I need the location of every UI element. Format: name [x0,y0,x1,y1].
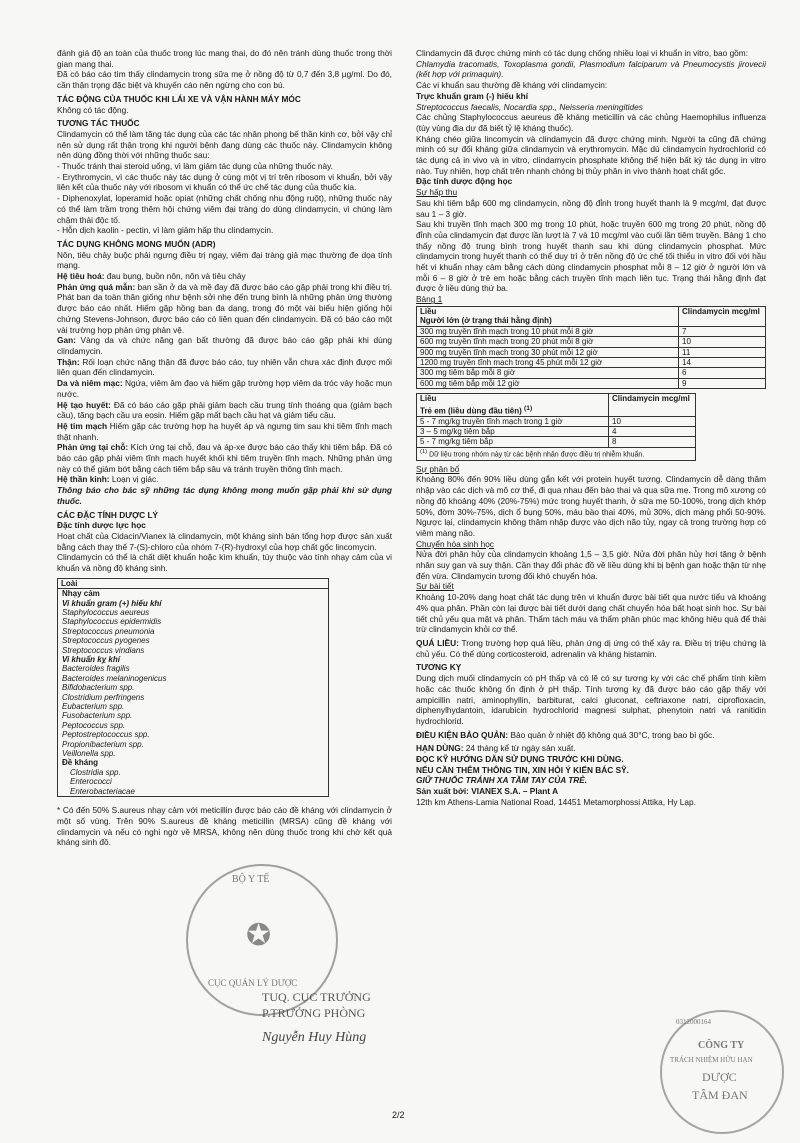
paragraph: Clindamycin có thể là chất diệt khuẩn hoặc kìm khuẩn, tùy thuộc vào tính nhạy cảm của vi khuẩn và nồng độ kháng sinh. [57,552,392,574]
table-row: Peptostreptococcus spp. [62,730,150,740]
table-header-cell: Clindamycin mcg/ml [679,306,766,326]
paragraph: Chlamydia tracomatis, Toxoplasma gondii, Plasmodium falciparum và Pneumocystis jirovecii (kết hợp với primaquin). [416,58,766,80]
seal-text: TRÁCH NHIỆM HỮU HẠN [670,1056,753,1064]
paragraph: - Diphenoxylat, loperamid hoặc opiat (những chất chống nhu động ruột), những thuốc này có thể làm trầm trọng thêm hội chứng viêm đại tràng do dùng clindamycin, vì chúng làm chậm thải độc tố. [57,193,392,225]
table-subgroup-label: Vi khuẩn kỵ khí [62,655,120,664]
paragraph: Nôn, tiêu chảy buộc phải ngưng điều trị ngay, viêm đại tràng giả mạc thường đe dọa tính mạng. [57,249,392,271]
table-row: 1200 mg truyền tĩnh mạch trong 45 phút mỗi 12 giờ 14 [417,357,766,367]
adr-item: Thận: Rối loạn chức năng thận đã được báo cáo, tuy nhiên vẫn chưa xác định được mối liên quan đến clindamycin. [57,356,392,378]
paragraph: - Thuốc tránh thai steroid uống, vì làm giảm tác dụng của những thuốc này. [57,161,333,172]
right-column [416,48,766,808]
table-row: Bifidobacterium spp. [62,683,135,693]
warning-line: ĐỌC KỸ HƯỚNG DẪN SỬ DỤNG TRƯỚC KHI DÙNG. [416,754,624,765]
table-row: Clostridia spp. [70,767,121,777]
seal-text: DƯỢC [702,1070,737,1084]
sub-heading: Chuyển hóa sinh học [416,538,494,549]
storage-paragraph: ĐIỀU KIỆN BẢO QUẢN: Bảo quản ở nhiệt độ không quá 30°C, trong bao bì gốc. [416,729,715,740]
seal-side-text: CỤC QUẢN LÝ DƯỢC [208,978,298,988]
section-heading: TƯƠNG TÁC THUỐC [57,118,140,129]
table-group-label: Đề kháng [62,758,99,768]
table-row: 5 - 7 mg/kg truyền tĩnh mạch trong 1 giờ 10 [417,416,696,426]
approval-text: TUQ. CỤC TRƯỞNG [262,990,371,1004]
paragraph: Clindamycin đã được chứng minh có tác dụng chống nhiều loại vi khuẩn in vitro, bao gồm: [416,48,749,58]
section-heading: TƯƠNG KỴ [416,662,462,673]
table-row: Staphylococcus aeureus [62,607,150,617]
table-row: Bacteroides melaninogenicus [62,673,167,683]
paragraph: Khoảng 10-20% dạng hoạt chất tác dụng trên vi khuẩn được bài tiết qua nước tiểu và khoảng 4% qua phân. Phần còn lại được bài tiết dưới dạng chất chuyển hóa bất hoạt sinh học. Sự bài tiết chủ yếu qua mật và phân. Thẩm tách máu và thẩm phân phúc mạc không hiệu quả để thải trừ clindamycin khỏi cơ thể. [416,592,766,635]
table-row: Veillonella spp. [62,749,116,759]
table-row: Fusobacterium spp. [62,711,133,721]
adr-note: Thông báo cho bác sỹ những tác dụng không mong muốn gặp phải khi sử dụng thuốc. [57,485,392,506]
susceptibility-table [57,578,329,797]
table-header-row [417,394,696,416]
table-row: Enterobacteriacae [70,786,135,796]
footnote: * Có đến 50% S.aureus nhạy cảm với meticillin được báo cáo đề kháng với clindamycin ở một số vùng. Trên 90% S.aureus đề kháng meticillin (MRSA) cũng đề kháng với clindamycin và nếu có nghi ngờ về MRSA, không nên dùng thuốc trong khi chờ kết quả kháng sinh đồ. [57,805,392,848]
adr-item: Gan: Vàng da và chức năng gan bất thường đã được báo cáo gặp phải khi dùng clindamycin. [57,335,392,356]
paragraph: Nửa đời phân hủy của clindamycin khoảng 1,5 – 3,5 giờ. Nửa đời phân hủy hơi tăng ở bệnh nhân suy gan và suy thận. Cần thay đổi phác đồ về liều dùng khi bị bệnh gan hoặc thận từ nhẹ đến vừa. Clindamycin tương đối khó chuyển hóa. [416,549,766,581]
table-row: Enterococci [70,777,112,787]
table-row: 900 mg truyền tĩnh mạch trong 30 phút mỗi 12 giờ 11 [417,347,766,357]
seal-star-icon: ✪ [246,919,272,952]
table-header-row [417,306,766,326]
table-row: Streptococcus pneumonia [62,626,155,636]
left-column [57,48,392,848]
table-header-cell: Liều Người lớn (ở trạng thái hằng định) [417,306,679,326]
paragraph: Đã có báo cáo tìm thấy clindamycin trong sữa mẹ ở nồng độ từ 0,7 đến 3,8 µg/ml. Do đó, cần thận trọng đặc biệt và khuyến cáo nên ngừng cho con bú. [57,69,392,91]
expiry-paragraph: HẠN DÙNG: 24 tháng kể từ ngày sản xuất. [416,743,576,754]
table-header: Loài [58,579,328,589]
table-row: Peptococcus spp. [62,720,126,730]
table-header-cell: Liều Trẻ em (liều dùng đầu tiên) $^{(1)}$ [417,394,609,416]
manufacturer-address: 12th km Athens-Lamia National Road, 14451 Metamorphossi Attika, Hy Lạp. [416,796,696,807]
seal-text: CÔNG TY [698,1040,745,1051]
table-row: Staphylococcus epidermidis [62,617,162,627]
manufacturer-line: Sản xuất bởi: VIANEX S.A. – Plant A [416,786,559,797]
sub-heading: Trực khuẩn gram (-) hiếu khí [416,90,529,101]
paragraph: Clindamycin có thể làm tăng tác dụng của các tác nhân phong bế thần kinh cơ, bởi vậy chỉ nên sử dụng rất thận trọng khi người bệnh đang dùng các thuốc này. Clindamycin không nên dùng đồng thời với những thuốc sau: [57,128,392,161]
table-row: Clostridium perfringens [62,692,145,702]
paragraph: Hoạt chất của Cidacin/Vianex là clindamycin, một kháng sinh bán tổng hợp được sản xuất bằng cách thay thế 7-(S)-chloro của nhóm 7-(R)-hydroxyl của hợp chất gốc lincomycin. [57,530,392,552]
table-row: $^{(1)}$ Dữ liệu trong nhóm này từ các bệnh nhân được điều trị nhiễm khuẩn. [417,447,696,460]
table-row: 5 - 7 mg/kg tiêm bắp 8 [417,437,696,447]
paragraph: Sau khi truyền tĩnh mạch 300 mg trong 10 phút, hoặc truyền 600 mg trong 20 phút, nồng độ đỉnh của clindamycin đạt được lần lượt là 7 và 10 mcg/ml vào cuối lần tiêm truyền. Bảng 1 cho thấy nồng độ trung bình trong huyết thanh sau khi dùng clindamycin phosphat. Mức clindamycin trong huyết thanh có thể duy trì ở trên nồng độ ức chế tối thiểu in vitro đối với hầu hết vi khuẩn nhạy cảm bằng cách dùng clindamycin phosphat mỗi 8 – 12 giờ ở người lớn và mỗi 6 – 8 giờ ở trẻ em hoặc bằng cách truyền tĩnh mạch liên tục. Trạng thái hằng định đạt được ở liều dùng thứ ba. [416,219,766,294]
paragraph: Các chủng Staphylococcus aeureus đề kháng meticillin và các chủng Haemophilus influenza (tùy vùng địa dư đã biết tỷ lệ kháng thuốc). [416,112,766,133]
table-row: 300 mg truyền tĩnh mạch trong 10 phút mỗi 8 giờ 7 [417,326,766,336]
paragraph: Các vi khuẩn sau thường đề kháng với clindamycin: [416,80,608,91]
table-subgroup-label: Vi khuẩn gram (+) hiếu khí [62,598,162,608]
section-heading: TÁC DỤNG KHÔNG MONG MUỐN (ADR) [57,238,216,249]
seal-number: 0312000164 [676,1018,711,1026]
table-caption: Bảng 1 [416,294,443,305]
table-row: 600 mg truyền tĩnh mạch trong 20 phút mỗi 8 giờ 10 [417,337,766,347]
sub-heading: Sự phân bố [416,463,460,474]
adr-item: Phản ứng tại chỗ: Kích ứng tại chỗ, đau và áp-xe được báo cáo thấy khi tiêm bắp. Đã có báo cáo gặp phải viêm tĩnh mạch huyết khối khi tiêm truyền tĩnh mạch. Những phản ứng này có thể giảm bớt bằng cách tiêm bắp sâu và tránh truyền thông tĩnh mạch. [57,442,393,474]
sub-heading: Sự bài tiết [416,581,454,592]
sub-heading: Sự hấp thu [416,187,458,198]
adr-item: Hệ tiêu hoá: đau bụng, buồn nôn, nôn và tiêu chảy [57,271,246,282]
adr-item: Hệ tim mạch Hiếm gặp các trường hợp hạ huyết áp và ngưng tim sau khi tiêm tĩnh mạch thật nhanh. [57,420,392,442]
company-seal [660,1010,784,1134]
table-row: Propionibacterium spp. [62,739,144,749]
warning-line: NẾU CẦN THÊM THÔNG TIN, XIN HỎI Ý KIẾN BÁC SỸ. [416,764,629,775]
paragraph: - Hỗn dịch kaolin - pectin, vì làm giảm hấp thu clindamycin. [57,225,274,236]
paragraph: Khoảng 80% đến 90% liều dùng gắn kết với protein huyết tương. Clindamycin dễ dàng thâm nhập vào các dịch và mô cơ thể, đi qua nhau đến bào thai và qua sữa mẹ. Trong mô xương có nồng độ khoảng 40% (20%-75%) mức trong huyết thanh, ở sữa mẹ 50-100%, trong dịch khớp 50%, đờm 30%-75%, dịch ổ bụng 50%, máu bào thai 40%, mủ 30%, dịch màng phổi 50-90%. Ngược lại, clindamycin không thâm nhập được vào dịch não tủy, ngay cả trong trường hợp có viêm màng não. [416,474,766,538]
adult-dose-table [416,306,766,389]
paragraph: Sau khi tiêm bắp 600 mg clindamycin, nồng độ đỉnh trong huyết thanh là 9 mcg/ml, đạt được sau 1 – 3 giờ. [416,197,766,219]
child-dose-table [416,393,696,461]
sub-heading: Đặc tính dược động học [416,176,513,187]
adr-item: Da và niêm mạc: Ngứa, viêm âm đạo và hiếm gặp trường hợp viêm da tróc vảy hoặc mụn nước. [57,378,393,399]
table-row: 3 – 5 mg/kg tiêm bắp 4 [417,427,696,437]
table-row: Bacteroides fragilis [62,664,130,674]
sub-heading: Đặc tính dược lực học [57,520,146,531]
section-heading: CÁC ĐẶC TÍNH DƯỢC LÝ [57,509,159,520]
seal-text: TÂM ĐAN [692,1088,748,1102]
approval-text: P.TRƯỞNG PHÒNG [262,1006,366,1020]
paragraph: Không có tác động. [57,104,129,115]
warning-line: GIỮ THUỐC TRÁNH XA TẦM TAY CỦA TRẺ. [416,775,588,786]
table-row: 600 mg tiêm bắp mỗi 12 giờ 9 [417,378,766,388]
adr-item: Hệ thần kinh: Loạn vị giác. [57,474,159,485]
page-number: 2/2 [392,1110,405,1120]
table-row: 300 mg tiêm bắp mỗi 8 giờ 6 [417,368,766,378]
adr-item: Phản ứng quá mẫn: ban sần ở da và mề đay đã được báo cáo gặp phải trong khi điều trị. Phát ban da toàn thân giống như bệnh sởi nhẹ đến trung bình là những phản ứng thường được báo cáo nhất. Hiếm gặp hồng ban đa dạng, trong đó một vài biểu hiện giống hội chứng Stevens-Johnson, được báo cáo có liên quan đến clindamycin. Đã có báo cáo một vài trường hợp phản ứng phản vệ. [57,281,392,335]
paragraph: Kháng chéo giữa lincomycin và clindamycin đã được chứng minh. Người ta cũng đã chứng minh có sự đối kháng giữa clindamycin và erythromycin. Mặc dù clindamycin hydrochlorid có tác dụng cả in vivo và in vitro, clindamycin phosphate không thể hiện bất kỳ tác dụng in vitro nào. Tuy nhiên, hợp chất trên nhanh chóng bị thủy phân in vivo thành hoạt chất gốc. [416,133,766,176]
seal-top-text: BỘ Y TẾ [232,874,270,885]
paragraph: đánh giá độ an toàn của thuốc trong lúc mang thai, do đó nên tránh dùng thuốc trong thời gian mang thai. [57,48,392,69]
table-row: Streptococcus pyogenes [62,636,150,646]
paragraph: Dung dịch muối clindamycin có pH thấp và có lẽ có sự tương kỵ với các chế phẩm tính kiềm hoặc các thuốc không ổn định ở pH thấp. Tính tương kỵ đã được báo cáo gặp thấy với ampicillin natri, aminophyllin, barbiturat, calci gluconat, ceftriaxone natri, ciprofloxacin, diphenylhydantoin, idarubicin hydrochlorid magnesi sulphat, phenytoin natri và ranitidin hydrochlorid. [416,673,766,726]
table-group-label: Nhạy cảm [62,589,100,599]
overdose-paragraph: QUÁ LIỀU: Trong trường hợp quá liều, phản ứng dị ứng có thể xảy ra. Điều trị triệu chứng là chủ yếu. Có thể dùng corticosteroid, adrenalin và kháng histamin. [416,637,767,659]
adr-item: Hệ tạo huyết: Đã có báo cáo gặp phải giảm bạch cầu trung tính thoáng qua (giảm bạch cầu), tăng bạch cầu ưa eosin. Hiếm gặp mất bạch cầu hạt và giảm tiểu cầu. [57,399,392,421]
signature: Nguyễn Huy Hùng [262,1030,367,1045]
table-header-cell: Clindamycin mcg/ml [609,394,696,416]
paragraph: - Erythromycin, vì các thuốc này tác dụng ở cùng một vị trí trên ribosom vi khuẩn, bởi vậy liên kết của thuốc này với ribosom vi khuẩn có thể ức chế tác dụng của thuốc kia. [57,171,392,193]
table-row: Eubacterium spp. [62,702,125,712]
table-row: Streptococcus vindians [62,645,145,655]
section-heading: TÁC ĐỘNG CỦA THUỐC KHI LÁI XE VÀ VẬN HÀNH MÁY MÓC [57,93,301,104]
paragraph: Streptococcus faecalis, Nocardia spp., Neisseria meningitides [416,101,643,112]
